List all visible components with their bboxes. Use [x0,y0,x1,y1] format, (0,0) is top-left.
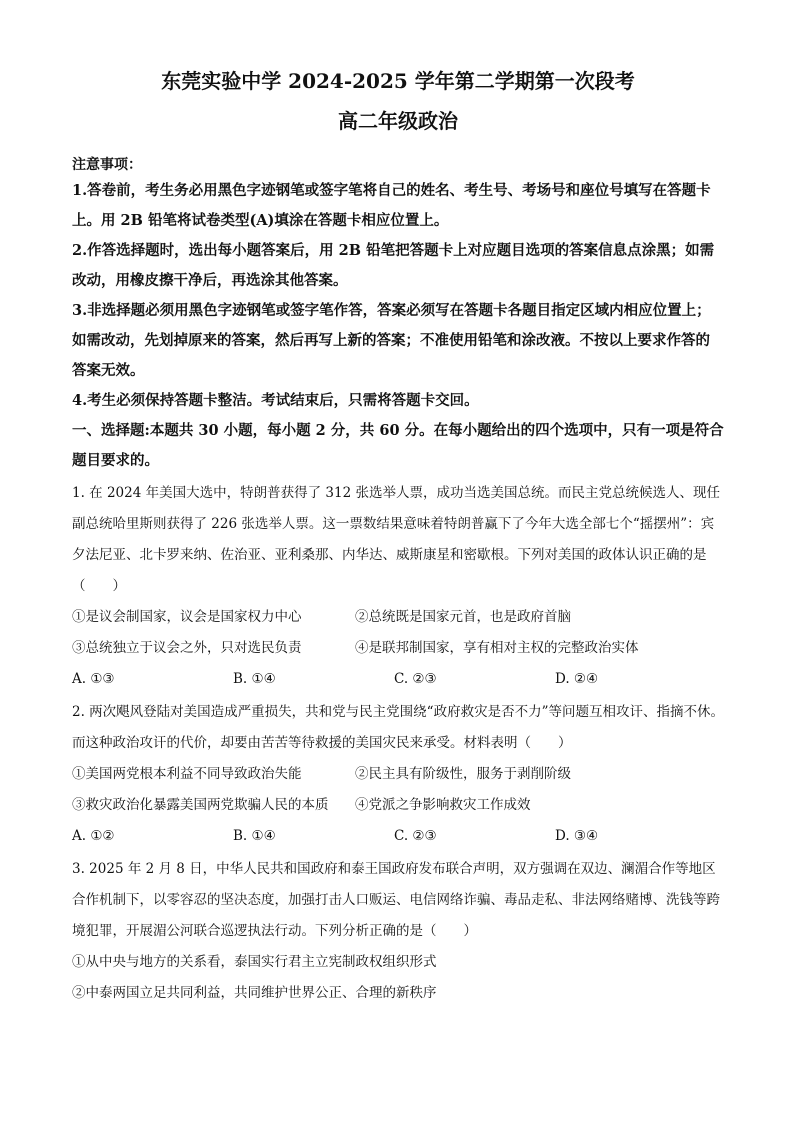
statement-row [72,633,724,664]
option-b: B. ①④ [233,671,276,687]
notice-item-4: 4.考生必须保持答题卡整洁。考试结束后，只需将答题卡交回。 [72,392,479,409]
option-b: B. ①④ [233,828,276,844]
options-row [72,821,724,852]
statement-2: ②总统既是国家元首，也是政府首脑 [355,609,571,625]
notice-item-2: 2.作答选择题时，选出每小题答案后，用 2B 铅笔把答题卡上对应题目选项的答案信息点涂黑；如需改动，用橡皮擦干净后，再选涂其他答案。 [72,242,715,289]
exam-page [72,62,724,1009]
question-stem: 3. 2025 年 2 月 8 日，中华人民共和国政府和泰王国政府发布联合声明，双方强调在双边、澜湄合作等地区合作机制下，以零容忍的坚决态度，加强打击人口贩运、电信网络诈骗、毒品走私、非法网络赌博、洗钱等跨境犯罪，开展湄公河联合巡逻执法行动。下列分析正确的是（ ） [72,861,720,939]
section-heading: 一、选择题:本题共 30 小题，每小题 2 分，共 60 分。在每小题给出的四个选项中，只有一项是符合题目要求的。 [72,422,724,469]
statement-row [72,602,724,633]
option-a: A. ①③ [72,671,115,687]
statement-1: ①从中央与地方的关系看，泰国实行君主立宪制政权组织形式 [72,954,437,970]
question-3 [72,854,724,1009]
statement-4: ④是联邦制国家，享有相对主权的完整政治实体 [355,640,639,656]
question-1 [72,478,724,695]
statement-2: ②中泰两国立足共同利益，共同维护世界公正、合理的新秩序 [72,985,437,1001]
statement-1: ①是议会制国家，议会是国家权力中心 [72,609,302,625]
statement-2: ②民主具有阶级性，服务于剥削阶级 [355,766,571,782]
notice-heading: 注意事项： [72,157,142,173]
options-row [72,664,724,695]
option-c: C. ②③ [394,671,437,687]
statement-3: ③总统独立于议会之外，只对选民负责 [72,640,302,656]
question-stem: 2. 两次飓风登陆对美国造成严重损失，共和党与民主党围绕“政府救灾是否不力”等问题互相攻讦、指摘不休。而这种政治攻讦的代价，却要由苦苦等待救援的美国灾民来承受。材料表明（ ） [72,704,724,751]
statement-row [72,759,724,790]
option-d: D. ②④ [555,671,599,687]
statement-1: ①美国两党根本利益不同导致政治失能 [72,766,302,782]
statement-3: ③救灾政治化暴露美国两党欺骗人民的本质 [72,797,329,813]
option-d: D. ③④ [555,828,599,844]
option-a: A. ①② [72,828,115,844]
question-stem: 1. 在 2024 年美国大选中，特朗普获得了 312 张选举人票，成功当选美国总统。而民主党总统候选人、现任副总统哈里斯则获得了 226 张选举人票。这一票数结果意味着特朗普赢下了今年大选全部七个“摇摆州”：宾夕法尼亚、北卡罗来纳、佐治亚、亚利桑那、内华达、威斯康星和密歇根。下列对美国的政体认识正确的是（ ） [72,485,720,594]
question-2 [72,697,724,852]
exam-subtitle: 高二年级政治 [338,109,458,133]
statement-row [72,790,724,821]
statement-4: ④党派之争影响救灾工作成效 [355,797,531,813]
option-c: C. ②③ [394,828,437,844]
notice-item-1: 1.答卷前，考生务必用黑色字迹钢笔或签字笔将自己的姓名、考生号、考场号和座位号填写在答题卡上。用 2B 铅笔将试卷类型(A)填涂在答题卡相应位置上。 [72,182,711,229]
notice-item-3: 3.非选择题必须用黑色字迹钢笔或签字笔作答，答案必须写在答题卡各题目指定区域内相应位置上；如需改动，先划掉原来的答案，然后再写上新的答案；不准使用铅笔和涂改液。不按以上要求作答的答案无效。 [72,302,711,379]
exam-title: 东莞实验中学 2024-2025 学年第二学期第一次段考 [161,69,635,93]
